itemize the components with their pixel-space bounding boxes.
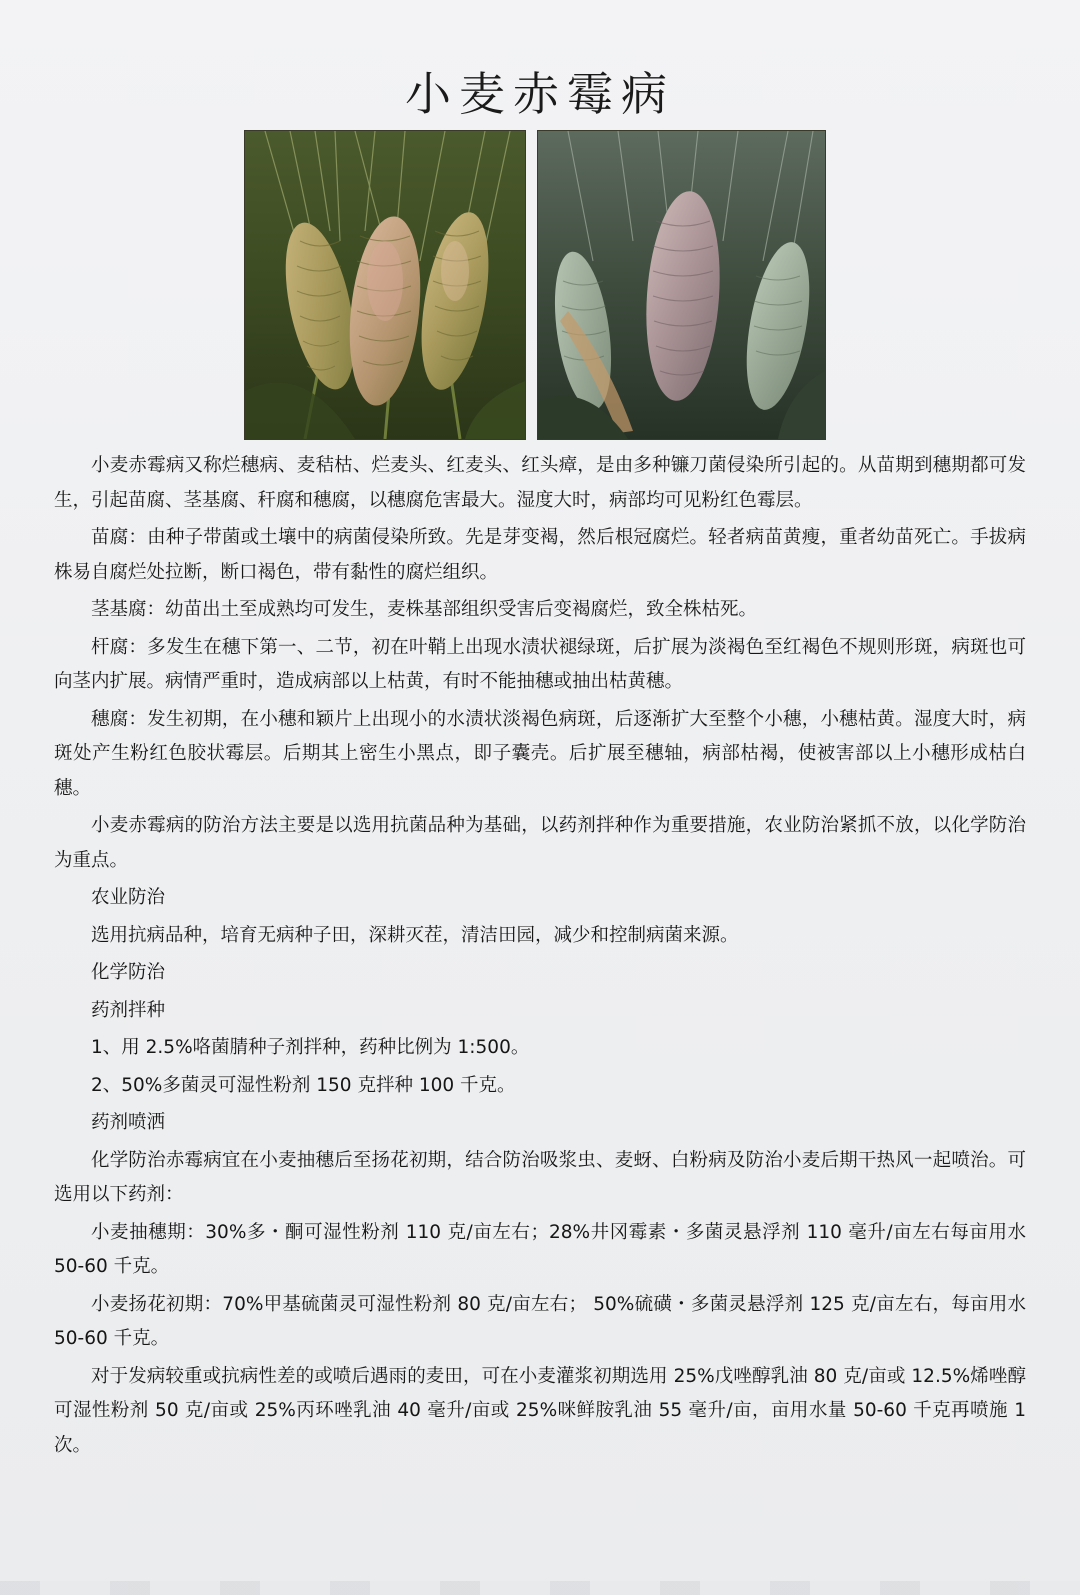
paragraph-stalk-rot: 杆腐：多发生在穗下第一、二节，初在叶鞘上出现水渍状褪绿斑，后扩展为淡褐色至红褐色不规则形斑，病斑也可向茎内扩展。病情严重时，造成病部以上枯黄，有时不能抽穗或抽出枯黄穗。 [54, 636, 1026, 692]
page-title: 小麦赤霉病 [405, 67, 675, 121]
paragraph-stem-base-rot: 茎基腐：幼苗出土至成熟均可发生，麦株基部组织受害后变褐腐烂，致全株枯死。 [91, 599, 758, 620]
paragraph-heading-stage: 小麦抽穗期：30%多・酮可湿性粉剂 110 克/亩左右；28%井冈霉素・多菌灵悬浮剂 110 毫升/亩左右每亩用水 50-60 千克。 [54, 1221, 1026, 1277]
wheat-ear-photo-left [244, 130, 526, 440]
list-item-seed-dressing-1: 1、用 2.5%咯菌腈种子剂拌种，药种比例为 1:500。 [91, 1037, 530, 1058]
paragraph-control-summary: 小麦赤霉病的防治方法主要是以选用抗菌品种为基础，以药剂拌种作为重要措施，农业防治紧抓不放，以化学防治为重点。 [54, 815, 1026, 871]
paragraph-flowering-stage: 小麦扬花初期：70%甲基硫菌灵可湿性粉剂 80 克/亩左右； 50%硫磺・多菌灵悬浮剂 125 克/亩左右，每亩用水 50-60 千克。 [54, 1293, 1026, 1349]
heading-agricultural-control: 农业防治 [91, 887, 166, 908]
paragraph-agricultural-control: 选用抗病品种，培育无病种子田，深耕灭茬，清洁田园，减少和控制病菌来源。 [91, 924, 739, 946]
paragraph-seedling-rot: 苗腐：由种子带菌或土壤中的病菌侵染所致。先是芽变褐，然后根冠腐烂。轻者病苗黄瘦，重者幼苗死亡。手拔病株易自腐烂处拉断，断口褐色，带有黏性的腐烂组织。 [54, 527, 1026, 583]
paragraph-severe-cases: 对于发病较重或抗病性差的或喷后遇雨的麦田，可在小麦灌浆初期选用 25%戊唑醇乳油 80 克/亩或 12.5%烯唑醇可湿性粉剂 50 克/亩或 25%丙环唑乳油 40 毫升/亩或 25%咪鲜胺乳油 55 毫升/亩，亩用水量 50-60 千克再喷施 1 次。 [54, 1365, 1026, 1456]
list-item-seed-dressing-2: 2、50%多菌灵可湿性粉剂 150 克拌种 100 千克。 [91, 1074, 516, 1096]
wheat-ear-photo-right [537, 130, 826, 440]
heading-chemical-control: 化学防治 [91, 962, 166, 983]
paragraph-spraying-intro: 化学防治赤霉病宜在小麦抽穗后至扬花初期，结合防治吸浆虫、麦蚜、白粉病及防治小麦后期干热风一起喷治。可选用以下药剂： [54, 1149, 1026, 1205]
article-body [54, 449, 1026, 1466]
scan-bottom-edge [0, 1581, 1080, 1595]
paragraph-intro: 小麦赤霉病又称烂穗病、麦秸枯、烂麦头、红麦头、红头瘴，是由多种镰刀菌侵染所引起的。从苗期到穗期都可发生，引起苗腐、茎基腐、秆腐和穗腐，以穗腐危害最大。湿度大时，病部均可见粉红色霉层。 [54, 455, 1026, 511]
heading-spraying: 药剂喷洒 [91, 1112, 166, 1133]
heading-seed-dressing: 药剂拌种 [91, 999, 166, 1021]
paragraph-ear-rot: 穗腐：发生初期，在小穗和颖片上出现小的水渍状淡褐色病斑，后逐渐扩大至整个小穗，小穗枯黄。湿度大时，病斑处产生粉红色胶状霉层。后期其上密生小黑点，即子囊壳。后扩展至穗轴，病部枯褐，使被害部以上小穗形成枯白穗。 [54, 708, 1026, 799]
